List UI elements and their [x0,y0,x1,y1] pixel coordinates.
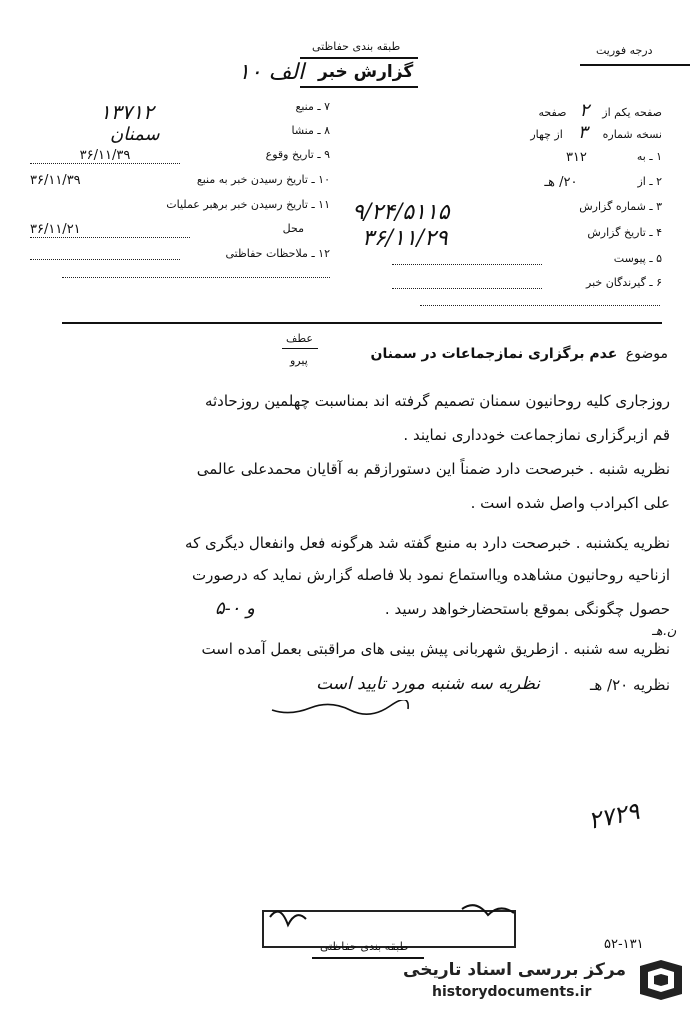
attachment-value [392,252,542,265]
place-value: ۳۶/۱۱/۲۱ [30,222,190,238]
place-label: محل [282,222,304,235]
copy-field [530,122,662,143]
left-blank-line [62,276,330,278]
to-label: ۱ ـ به [636,150,662,163]
classification-top: طبقه بندی حفاظتی [312,40,401,53]
body-line-9: نظریه ۲۰/ هـ [589,676,670,694]
source-received-label: ۱۰ ـ تاریخ رسیدن خبر به منبع [196,173,330,186]
page-label2: صفحه [538,106,567,119]
header-underline [300,86,418,88]
priority-rule [580,64,690,66]
title-handwritten: ۱۰ الف [238,60,305,85]
subject-note-bottom: پیرو [290,354,308,367]
security-notes-label: ۱۲ ـ ملاحظات حفاظتی [225,247,330,260]
body-line-8: نظریه سه شنبه . ازطریق شهربانی پیش بینی های مراقبتی بعمل آمده است [201,640,670,658]
report-number-value: ۹/۲۴/۵۱۱۵ [352,200,450,225]
handwritten-underline-scribble [270,700,410,718]
subject-note-rule [282,348,318,349]
page-value: ۲ [579,100,590,121]
classification-bottom: طبقه بندی حفاظتی [320,940,409,953]
handwritten-line9-note: نظریه سه شنبه مورد تایید است [316,674,540,694]
watermark-logo-icon [636,958,686,1002]
source-received-value: ۳۶/۱۱/۳۹ [30,173,81,188]
security-notes-value [30,247,180,260]
handwritten-line7-note: ۵-۰ و [215,598,255,619]
from-value: ۲۰/ هـ [544,175,578,190]
body-line-3: نظریه شنبه . خبرصحت دارد ضمناً این دستورازقم به آقایان محمدعلی عالمی [196,460,670,478]
leader-received-label: ۱۱ ـ تاریخ رسیدن خبر برهبر عملیات [166,198,330,211]
subject-note-top: عطف [286,332,313,345]
subject-line [371,346,668,362]
stamp-signature-mark [262,895,522,945]
attachment-label: ۵ ـ پیوست [613,252,662,265]
origin-value: سمنان [110,124,160,145]
header-top-rule [300,57,418,59]
security-notes-field [30,247,330,260]
right-blank-line [420,304,660,306]
subject-text: عدم برگزاری نمازجماعات در سمنان [370,346,618,362]
recipients-field [392,276,662,289]
recipients-label: ۶ ـ گیرندگان خبر [586,276,662,289]
from-field [392,175,662,190]
source-value: ۱۳۷۱۲ [100,100,154,124]
body-line-1: روزجاری کلیه روحانیون سمنان تصمیم گرفته اند بمناسبت چهلمین روزحادثه [204,392,670,410]
report-date-value: ۳۶/۱۱/۲۹ [362,226,448,251]
body-line-6: ازناحیه روحانیون مشاهده ویااستماع نمود بلا فاصله گزارش نماید که درصورت [192,566,670,584]
recipients-value [392,276,542,289]
handwritten-line8-note: ن.هـ [652,624,677,639]
report-date-label: ۴ ـ تاریخ گزارش [587,226,662,239]
form-number: ۵۲-۱۳۱ [604,937,644,952]
report-date-field [352,226,662,251]
origin-field [60,124,330,145]
watermark-url: historydocuments.ir [432,984,592,1000]
attachment-field [392,252,662,265]
subject-label: موضوع [625,346,668,362]
page-field [539,100,663,121]
copy-label2: از چهار [530,128,563,141]
priority-label: درجه فوریت [596,44,653,57]
report-number-field [352,200,662,225]
place-field [30,222,330,238]
body-line-4: علی اکبرادب واصل شده است . [470,494,670,512]
copy-value: ۳ [577,122,588,143]
page-label: صفحه یکم از [602,106,662,119]
footer-rule [312,957,424,959]
body-line-7: حصول چگونگی بموقع باستحضارخواهد رسید . [384,600,670,618]
origin-label: ۸ ـ منشا [291,124,330,137]
occurrence-date-field [30,148,330,164]
occurrence-date-value: ۳۶/۱۱/۳۹ [30,148,180,164]
source-field [60,100,330,124]
from-label: ۲ ـ از [637,175,662,188]
body-line-2: قم ازبرگزاری نمازجماعت خودداری نمایند . [403,426,670,444]
watermark-title: مرکز بررسی اسناد تاریخی [403,960,626,980]
copy-label: نسخه شماره [602,128,662,141]
report-number-label: ۳ ـ شماره گزارش [579,200,662,213]
source-label: ۷ ـ منبع [295,100,330,113]
report-title: گزارش خبر [318,62,414,82]
subject-separator [62,322,662,324]
body-line-5: نظریه یکشنبه . خبرصحت دارد به منبع گفته شد هرگونه فعل وانفعال دیگری که [185,534,670,552]
source-received-field [30,173,330,188]
to-field [392,150,662,165]
to-value: ۳۱۲ [565,150,587,165]
handwritten-bottom-number: ۲۷۲۹ [585,796,642,836]
occurrence-date-label: ۹ ـ تاریخ وقوع [265,148,330,161]
